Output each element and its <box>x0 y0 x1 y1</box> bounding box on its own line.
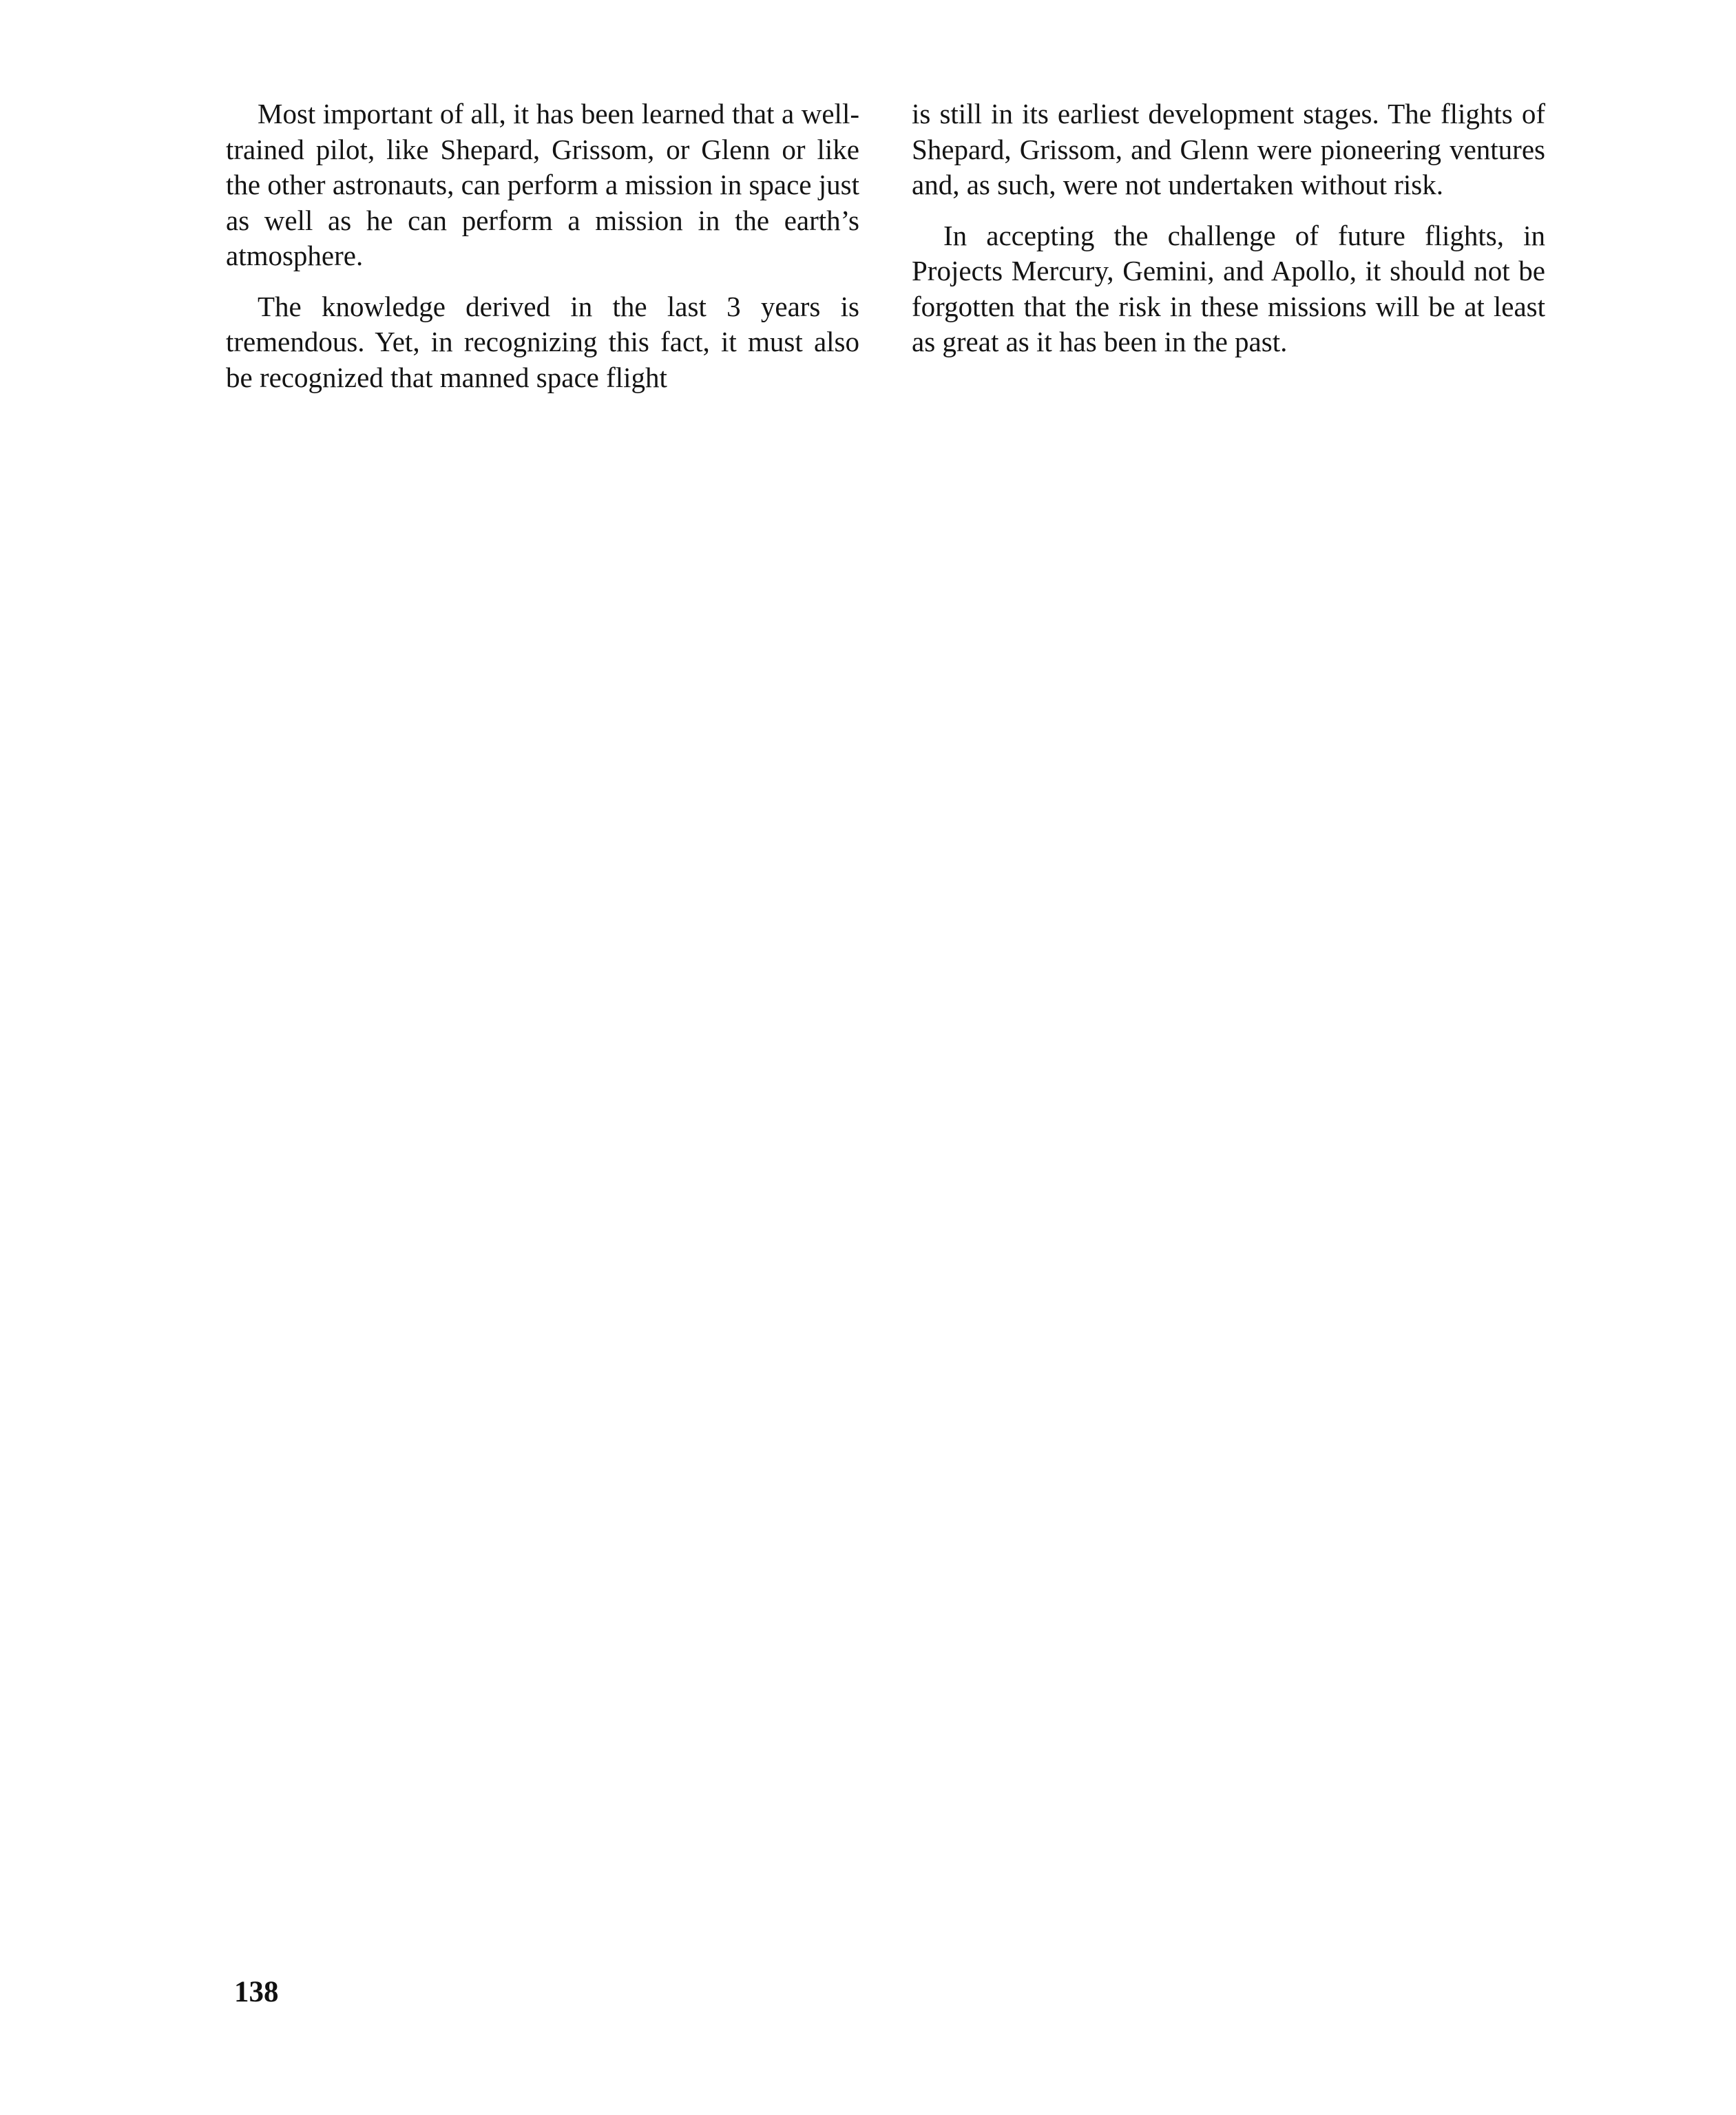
paragraph-pilot-performance: Most important of all, it has been learned that a well-trained pilot, like Shepard, Grissom, or Glenn or like the other astronauts, can perform a mission in space just as well as he can perform a mission in the earth’s atmosphere. <box>226 98 859 271</box>
paragraph-development-stages: is still in its earliest development stages. The flights of Shepard, Grissom, and Glenn were pioneering ventures and, as such, were not undertaken without risk. <box>912 98 1545 200</box>
left-column <box>226 96 859 410</box>
paragraph-future-flights: In accepting the challenge of future flights, in Projects Mercury, Gemini, and Apollo, it should not be forgotten that the risk in these missions will be at least as great as it has been in the past. <box>912 219 1545 357</box>
paragraph-knowledge-derived: The knowledge derived in the last 3 years is tremendous. Yet, in recognizing this fact, it must also be recognized that manned space flight <box>226 290 859 393</box>
page-number: 138 <box>234 1976 279 2008</box>
right-column <box>912 96 1545 375</box>
